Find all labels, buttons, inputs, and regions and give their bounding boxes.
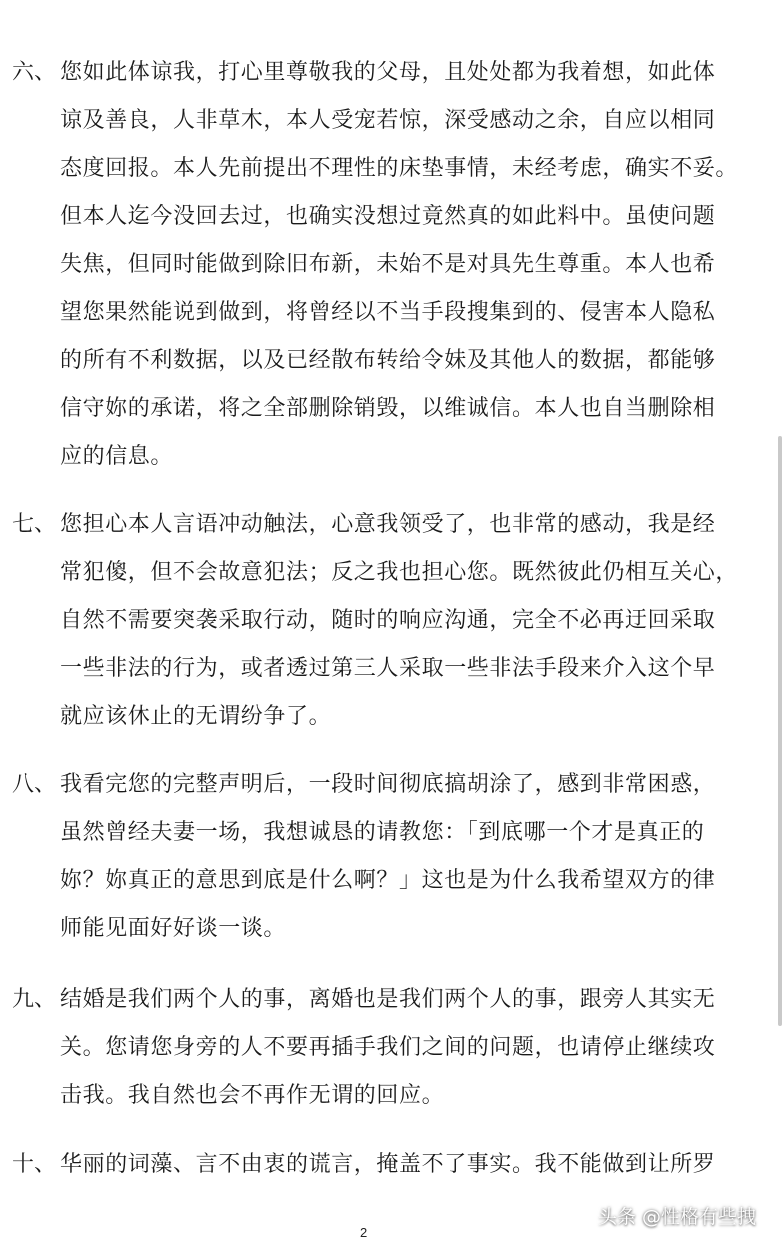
watermark: 头条 @性格有些拽 — [598, 1206, 757, 1228]
section-number: 九、 — [12, 987, 57, 1012]
text-line: 态度回报。本人先前提出不理性的床垫事情，未经考虑，确实不妥。 — [60, 156, 739, 181]
text-line: 您担心本人言语冲动触法，心意我领受了，也非常的感动，我是经 — [60, 512, 716, 537]
text-line: 就应该休止的无谓纷争了。 — [60, 704, 332, 729]
text-line: 信守妳的承诺，将之全部删除销毁，以维诚信。本人也自当删除相 — [60, 396, 716, 421]
text-line: 华丽的词藻、言不由衷的谎言，掩盖不了事实。我不能做到让所罗 — [60, 1152, 716, 1177]
text-line: 妳？妳真正的意思到底是什么啊？」这也是为什么我希望双方的律 — [60, 868, 716, 893]
text-line: 关。您请您身旁的人不要再插手我们之间的问题，也请停止继续攻 — [60, 1035, 716, 1060]
section-number: 十、 — [12, 1152, 57, 1177]
page-number: 2 — [360, 1225, 368, 1240]
scrollbar[interactable] — [778, 436, 782, 1026]
text-line: 虽然曾经夫妻一场，我想诚恳的请教您：「到底哪一个才是真正的 — [60, 820, 705, 845]
text-line: 击我。我自然也会不再作无谓的回应。 — [60, 1083, 445, 1108]
text-line: 自然不需要突袭采取行动，随时的响应沟通，完全不必再迂回采取 — [60, 608, 716, 633]
text-line: 师能见面好好谈一谈。 — [60, 916, 287, 941]
text-line: 结婚是我们两个人的事，离婚也是我们两个人的事，跟旁人其实无 — [60, 987, 716, 1012]
text-line: 应的信息。 — [60, 444, 174, 469]
section-number: 六、 — [12, 60, 57, 85]
text-line: 但本人迄今没回去过，也确实没想过竟然真的如此料中。虽使问题 — [60, 204, 716, 229]
text-line: 您如此体谅我，打心里尊敬我的父母，且处处都为我着想，如此体 — [60, 60, 716, 85]
text-line: 望您果然能说到做到，将曾经以不当手段搜集到的、侵害本人隐私 — [60, 300, 716, 325]
text-line: 我看完您的完整声明后，一段时间彻底搞胡涂了，感到非常困惑， — [60, 772, 716, 797]
section-number: 八、 — [12, 772, 57, 797]
section-number: 七、 — [12, 512, 57, 537]
text-line: 常犯傻，但不会故意犯法；反之我也担心您。既然彼此仍相互关心， — [60, 560, 739, 585]
text-line: 的所有不利数据，以及已经散布转给令妹及其他人的数据，都能够 — [60, 348, 716, 373]
text-line: 一些非法的行为，或者透过第三人采取一些非法手段来介入这个早 — [60, 656, 716, 681]
text-line: 谅及善良，人非草木，本人受宠若惊，深受感动之余，自应以相同 — [60, 108, 716, 133]
text-line: 失焦，但同时能做到除旧布新，未始不是对具先生尊重。本人也希 — [60, 252, 716, 277]
